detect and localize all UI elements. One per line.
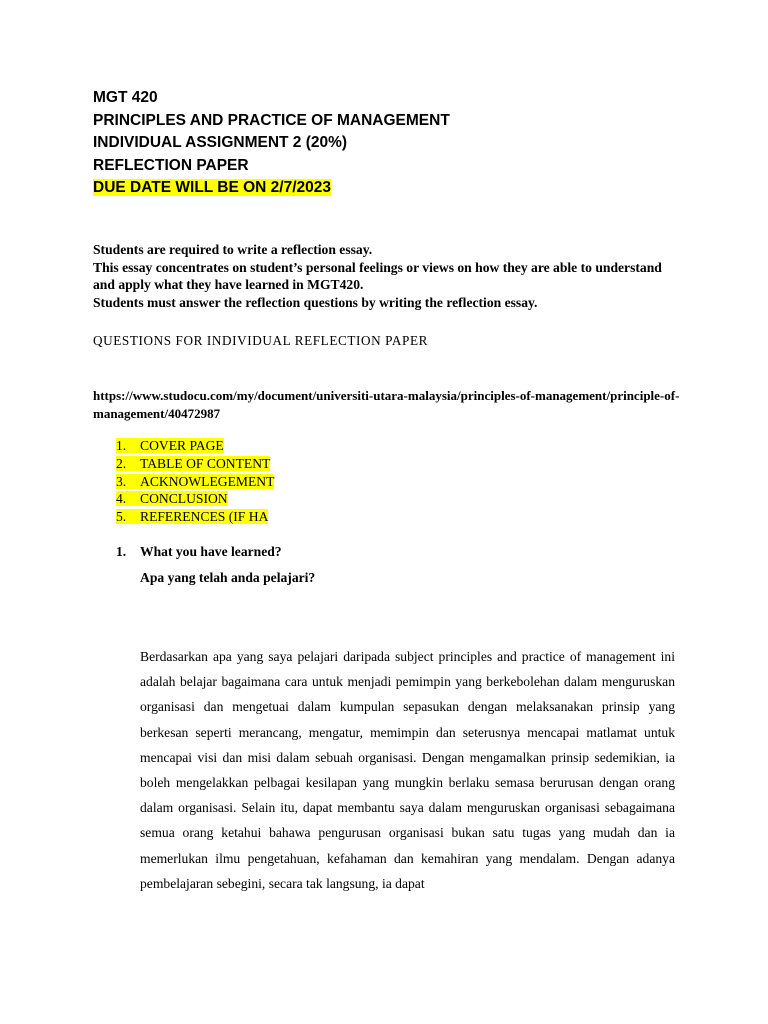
- list-item-number: 2.: [116, 455, 127, 471]
- question-number: 1.: [116, 544, 127, 559]
- list-item: [116, 490, 274, 508]
- paper-type: REFLECTION PAPER: [93, 156, 249, 174]
- required-sections-list: [116, 437, 274, 526]
- list-item-highlight: [116, 474, 274, 489]
- question-malay: Apa yang telah anda pelajari?: [140, 570, 316, 585]
- list-item: [116, 473, 274, 491]
- list-item-label: REFERENCES (IF HA: [140, 509, 269, 525]
- list-item-highlight: [116, 456, 270, 471]
- list-item-label: ACKNOWLEGEMENT: [140, 473, 275, 489]
- reference-url[interactable]: https://www.studocu.com/my/document/universiti-utara-malaysia/principles-of-management/principle-of-management/40472987: [93, 388, 680, 421]
- question-1: [116, 543, 315, 586]
- list-item-label: TABLE OF CONTENT: [140, 455, 271, 471]
- list-item-label: COVER PAGE: [140, 438, 224, 453]
- list-item-number: 3.: [116, 473, 127, 489]
- list-item-highlight: [116, 491, 228, 506]
- intro-instructions: [93, 241, 678, 311]
- question-1-english-line: [116, 543, 315, 560]
- question-english: What you have learned?: [140, 544, 282, 559]
- assignment-title: INDIVIDUAL ASSIGNMENT 2 (20%): [93, 134, 348, 151]
- list-item-number: 4.: [116, 491, 127, 507]
- due-date-highlight: DUE DATE WILL BE ON 2/7/2023: [93, 179, 332, 196]
- course-title: PRINCIPLES AND PRACTICE OF MANAGEMENT: [93, 111, 450, 129]
- list-item-highlight: [116, 509, 268, 524]
- list-item: [116, 508, 274, 526]
- list-item-label: CONCLUSION: [140, 491, 228, 507]
- intro-line-2: This essay concentrates on student’s personal feelings or views on how they are able to understand and apply what they have learned in MGT420.: [93, 259, 662, 292]
- intro-line-1: Students are required to write a reflection essay.: [93, 242, 373, 257]
- list-item-highlight: [116, 438, 224, 453]
- document-header: [93, 87, 450, 200]
- due-date-line: [93, 177, 450, 200]
- list-item: [116, 455, 274, 473]
- questions-heading: QUESTIONS FOR INDIVIDUAL REFLECTION PAPER: [93, 333, 429, 348]
- course-code: MGT 420: [93, 89, 158, 106]
- list-item: [116, 437, 274, 455]
- list-item-number: 1.: [116, 438, 127, 453]
- intro-line-3: Students must answer the reflection questions by writing the reflection essay.: [93, 294, 538, 310]
- answer-paragraph: Berdasarkan apa yang saya pelajari daripada subject principles and practice of management ini adalah belajar bagaimana cara untuk menjadi pemimpin yang berkebolehan dalam menguruskan organisasi dan mengetuai dalam kumpulan sepasukan dengan melaksanakan prinsip yang berkesan seperti merancang, mengatur, memimpin dan seterusnya mencapai matlamat untuk mencapai visi dan misi dalam sebuah organisasi. Dengan mengamalkan prinsip sedemikian, ia boleh mengelakkan pelbagai kesilapan yang mungkin berlaku semasa berurusan dengan orang dalam organisasi. Selain itu, dapat membantu saya dalam menguruskan organisasi sebagaimana semua orang ketahui bahawa pengurusan organisasi bukan satu tugas yang mudah dan ia memerlukan ilmu pengetahuan, kefahaman dan kemahiran yang mendalam. Dengan adanya pembelajaran sebegini, secara tak langsung, ia dapat: [140, 649, 675, 891]
- list-item-number: 5.: [116, 509, 127, 525]
